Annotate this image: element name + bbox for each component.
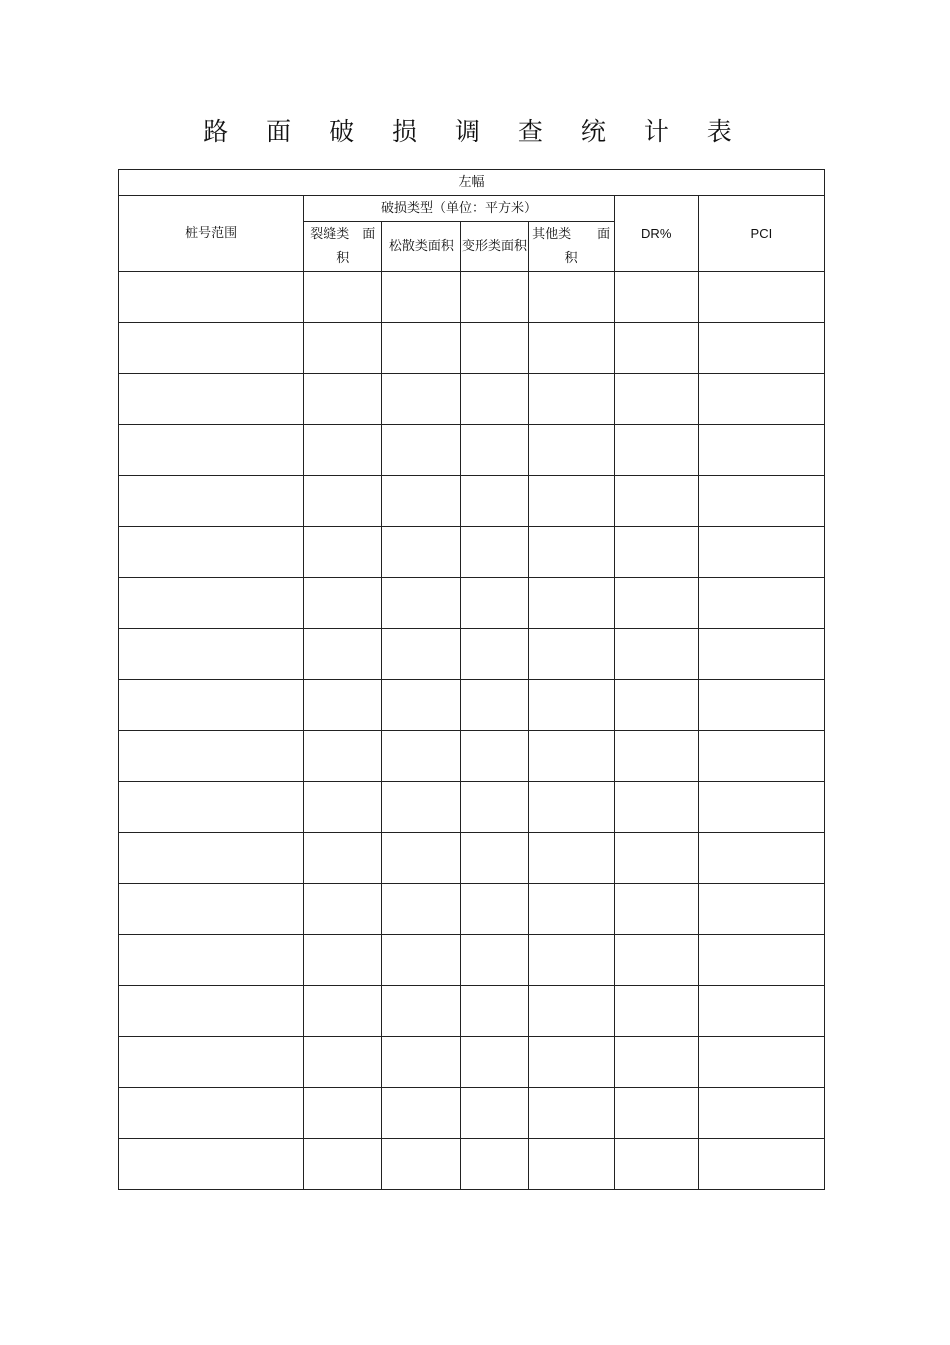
deform-cell xyxy=(461,986,528,1037)
loose-cell xyxy=(382,323,461,374)
loose-cell xyxy=(382,884,461,935)
dr-cell xyxy=(614,1037,698,1088)
crack-cell xyxy=(304,935,382,986)
pci-cell xyxy=(698,578,824,629)
pci-cell xyxy=(698,425,824,476)
crack-cell xyxy=(304,527,382,578)
other-cell xyxy=(528,425,614,476)
pci-cell xyxy=(698,782,824,833)
dr-cell xyxy=(614,578,698,629)
other-cell xyxy=(528,323,614,374)
loose-cell xyxy=(382,1037,461,1088)
pci-cell xyxy=(698,1139,824,1190)
loose-cell xyxy=(382,272,461,323)
table-row xyxy=(119,935,825,986)
table-row xyxy=(119,731,825,782)
table-row xyxy=(119,986,825,1037)
deform-cell xyxy=(461,272,528,323)
pci-cell xyxy=(698,527,824,578)
table-row xyxy=(119,833,825,884)
dr-cell xyxy=(614,680,698,731)
loose-cell xyxy=(382,935,461,986)
dr-cell xyxy=(614,425,698,476)
pci-cell xyxy=(698,323,824,374)
table-row xyxy=(119,374,825,425)
pci-cell xyxy=(698,1088,824,1139)
deform-cell xyxy=(461,884,528,935)
dr-header: DR% xyxy=(614,196,698,272)
crack-cell xyxy=(304,323,382,374)
deform-cell xyxy=(461,1037,528,1088)
deform-cell xyxy=(461,1088,528,1139)
crack-area-header: 裂缝类 面积 xyxy=(304,222,382,272)
other-cell xyxy=(528,680,614,731)
deform-cell xyxy=(461,680,528,731)
pci-cell xyxy=(698,272,824,323)
crack-cell xyxy=(304,374,382,425)
other-cell xyxy=(528,935,614,986)
pci-cell xyxy=(698,629,824,680)
other-cell xyxy=(528,272,614,323)
table-row xyxy=(119,680,825,731)
other-cell xyxy=(528,833,614,884)
other-cell xyxy=(528,527,614,578)
deform-cell xyxy=(461,578,528,629)
other-cell xyxy=(528,731,614,782)
pci-cell xyxy=(698,731,824,782)
dr-cell xyxy=(614,731,698,782)
dr-cell xyxy=(614,935,698,986)
other-cell xyxy=(528,1088,614,1139)
station-cell xyxy=(119,731,304,782)
other-cell xyxy=(528,629,614,680)
pci-cell xyxy=(698,680,824,731)
dr-cell xyxy=(614,374,698,425)
loose-cell xyxy=(382,629,461,680)
table-row xyxy=(119,629,825,680)
loose-cell xyxy=(382,680,461,731)
loose-cell xyxy=(382,425,461,476)
loose-cell xyxy=(382,476,461,527)
crack-cell xyxy=(304,680,382,731)
loose-cell xyxy=(382,578,461,629)
station-cell xyxy=(119,527,304,578)
dr-cell xyxy=(614,833,698,884)
crack-cell xyxy=(304,578,382,629)
table-row xyxy=(119,425,825,476)
deform-cell xyxy=(461,527,528,578)
other-cell xyxy=(528,1139,614,1190)
table-row xyxy=(119,884,825,935)
station-cell xyxy=(119,323,304,374)
deform-cell xyxy=(461,782,528,833)
station-cell xyxy=(119,476,304,527)
crack-cell xyxy=(304,476,382,527)
dr-cell xyxy=(614,884,698,935)
dr-cell xyxy=(614,986,698,1037)
table-row xyxy=(119,272,825,323)
crack-cell xyxy=(304,272,382,323)
pci-header: PCI xyxy=(698,196,824,272)
station-cell xyxy=(119,833,304,884)
table-row xyxy=(119,1139,825,1190)
station-cell xyxy=(119,884,304,935)
pci-cell xyxy=(698,986,824,1037)
deform-cell xyxy=(461,1139,528,1190)
loose-cell xyxy=(382,1088,461,1139)
crack-cell xyxy=(304,425,382,476)
station-cell xyxy=(119,578,304,629)
deform-cell xyxy=(461,731,528,782)
deform-area-header: 变形类面积 xyxy=(461,222,528,272)
table-row xyxy=(119,578,825,629)
crack-cell xyxy=(304,731,382,782)
crack-cell xyxy=(304,1139,382,1190)
other-cell xyxy=(528,476,614,527)
pci-cell xyxy=(698,884,824,935)
station-cell xyxy=(119,1088,304,1139)
other-cell xyxy=(528,578,614,629)
station-cell xyxy=(119,1037,304,1088)
pci-cell xyxy=(698,1037,824,1088)
loose-cell xyxy=(382,1139,461,1190)
crack-cell xyxy=(304,629,382,680)
deform-cell xyxy=(461,935,528,986)
table-row xyxy=(119,1037,825,1088)
other-cell xyxy=(528,986,614,1037)
loose-cell xyxy=(382,833,461,884)
page-title: 路 面 破 损 调 查 统 计 表 xyxy=(203,117,747,146)
table-row xyxy=(119,323,825,374)
dr-cell xyxy=(614,629,698,680)
table-body xyxy=(119,272,825,1190)
side-label: 左幅 xyxy=(458,174,485,190)
station-range-header: 桩号范围 xyxy=(119,196,304,272)
station-cell xyxy=(119,272,304,323)
loose-cell xyxy=(382,782,461,833)
other-cell xyxy=(528,1037,614,1088)
deform-cell xyxy=(461,374,528,425)
deform-cell xyxy=(461,425,528,476)
station-cell xyxy=(119,935,304,986)
side-header xyxy=(119,170,825,196)
damage-type-header: 破损类型（单位：平方米） xyxy=(304,196,614,222)
crack-cell xyxy=(304,833,382,884)
station-cell xyxy=(119,782,304,833)
table-row xyxy=(119,1088,825,1139)
table-row xyxy=(119,476,825,527)
deform-cell xyxy=(461,476,528,527)
station-cell xyxy=(119,1139,304,1190)
table-row xyxy=(119,527,825,578)
crack-cell xyxy=(304,986,382,1037)
station-cell xyxy=(119,986,304,1037)
station-cell xyxy=(119,680,304,731)
loose-area-header: 松散类面积 xyxy=(382,222,461,272)
other-area-header: 其他类 面积 xyxy=(528,222,614,272)
dr-cell xyxy=(614,1139,698,1190)
loose-cell xyxy=(382,731,461,782)
loose-cell xyxy=(382,986,461,1037)
other-cell xyxy=(528,884,614,935)
station-cell xyxy=(119,425,304,476)
loose-cell xyxy=(382,527,461,578)
deform-cell xyxy=(461,833,528,884)
station-cell xyxy=(119,374,304,425)
loose-cell xyxy=(382,374,461,425)
crack-cell xyxy=(304,1037,382,1088)
crack-cell xyxy=(304,782,382,833)
pci-cell xyxy=(698,374,824,425)
table-row xyxy=(119,782,825,833)
dr-cell xyxy=(614,272,698,323)
survey-table xyxy=(118,169,825,1190)
other-cell xyxy=(528,374,614,425)
crack-cell xyxy=(304,1088,382,1139)
dr-cell xyxy=(614,323,698,374)
dr-cell xyxy=(614,1088,698,1139)
station-cell xyxy=(119,629,304,680)
deform-cell xyxy=(461,323,528,374)
dr-cell xyxy=(614,782,698,833)
pci-cell xyxy=(698,476,824,527)
crack-cell xyxy=(304,884,382,935)
deform-cell xyxy=(461,629,528,680)
dr-cell xyxy=(614,476,698,527)
other-cell xyxy=(528,782,614,833)
pci-cell xyxy=(698,935,824,986)
pci-cell xyxy=(698,833,824,884)
dr-cell xyxy=(614,527,698,578)
